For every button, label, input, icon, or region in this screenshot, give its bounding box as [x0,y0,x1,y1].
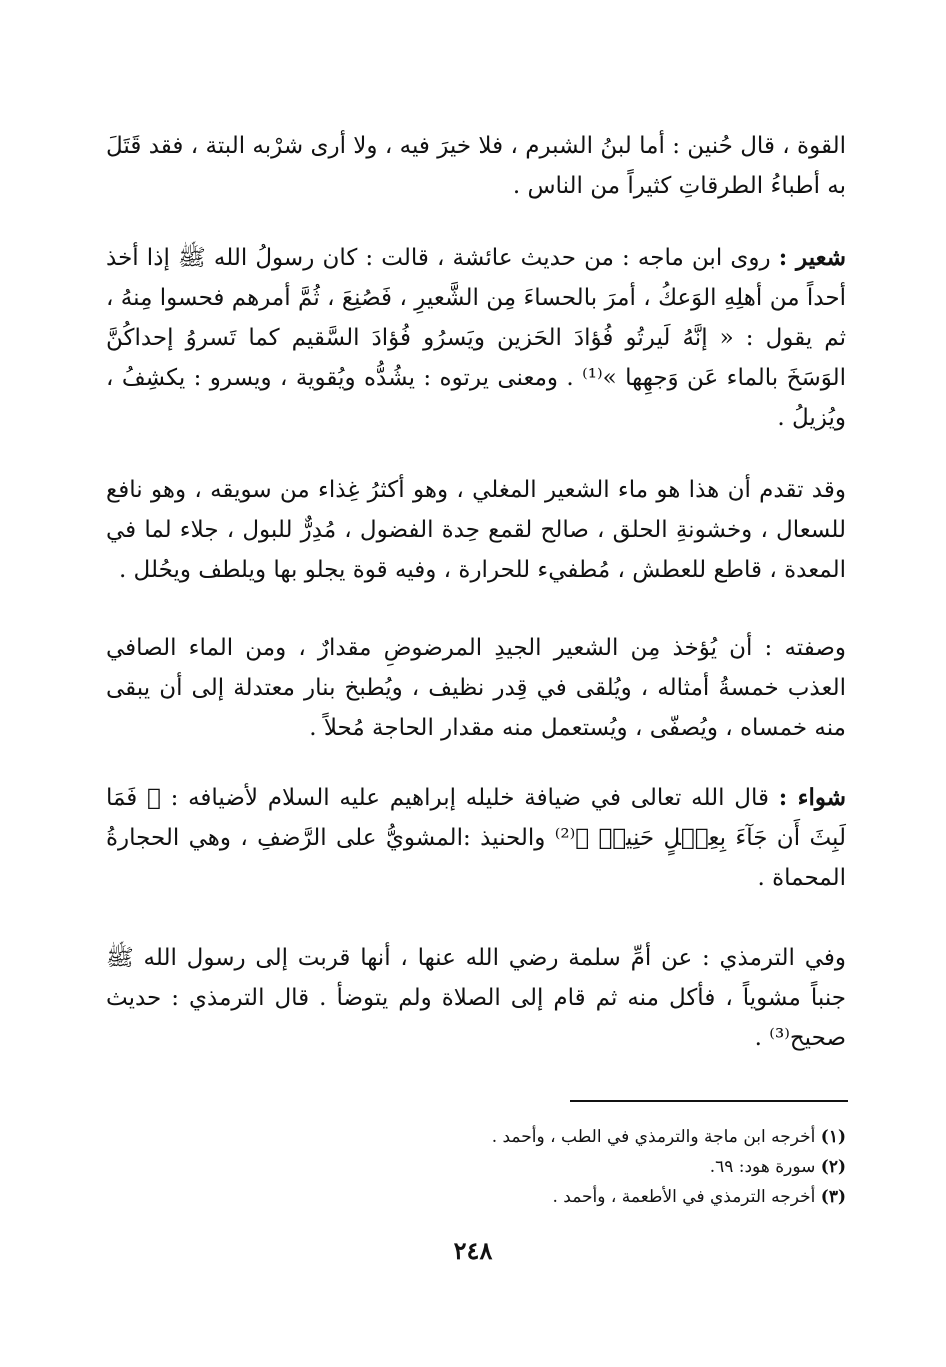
footnotes [106,1122,846,1212]
footnote-divider [570,1100,848,1102]
paragraph-text: وقد تقدم أن هذا هو ماء الشعير المغلي ، وهو أكثرُ غِذاء من سويقه ، وهو نافع للسعال ، وخشونةِ الحلق ، صالح لقمع حِدة الفضول ، مُدِرٌّ للبول ، جلاء لما في المعدة ، قاطع للعطش ، مُطفيء للحرارة ، وفيه قوة يجلو بها ويلطف ويحُلل . [106,477,846,583]
paragraph-shiwaa [106,778,846,898]
paragraph-text: وفي الترمذي : عن أمِّ سلمة رضي الله عنها ، أنها قربت إلى رسول الله ﷺ جنباً مشوياً ، فأكل منه ثم قام إلى الصلاة ولم يتوضأ . قال الترمذي : حديث صحيح⁽³⁾ . [106,945,846,1051]
page-number: ٢٤٨ [453,1236,493,1265]
paragraph-text: وصفته : أن يُؤخذ مِن الشعير الجيدِ المرضوضِ مقدارٌ ، ومن الماء الصافي العذب خمسةُ أمثاله ، ويُلقى في قِدر نظيف ، ويُطبخ بنار معتدلة إلى أن يبقى منه خمساه ، ويُصفّى ، ويُستعمل منه مقدار الحاجة مُحلاً . [106,635,846,741]
paragraph-tirmidhi [106,938,846,1058]
entry-heading-shaeer: شعير : [778,244,846,271]
paragraph-text: القوة ، قال حُنين : أما لبنُ الشبرم ، فلا خيرَ فيه ، ولا أرى شرْبه البتة ، فقد قَتَلَ به أطباءُ الطرقاتِ كثيراً من الناس . [106,133,846,199]
paragraph-maa-shaeer [106,470,846,590]
entry-heading-shiwaa: شواء : [778,784,846,811]
paragraph-sifa [106,628,846,748]
paragraph-shaeer [106,238,846,438]
footnote-2: (٢) سورة هود: ٦٩. [709,1157,846,1177]
paragraph-text: روى ابن ماجه : من حديث عائشة ، قالت : كان رسولُ الله ﷺ إذا أخذ أحداً من أهلِهِ الوَعكُ ، أمرَ بالحساءَ مِن الشَّعيرِ ، فَصُنِعَ ، ثُمَّ أمرهم فحسوا مِنهُ ، ثم يقول : « إنَّهُ لَيرتُو فُؤادَ الحَزين ويَسرُو فُؤادَ السَّقيم كما تَسروُ إحداكُنَّ الوَسَخَ بالماء عَن وَجهِها »⁽¹⁾ . ومعنى يرتوه : يشُدُّه ويُقوية ، ويسرو : يكشِفُ ، ويُزيلُ . [106,245,847,431]
footnote-3: (٣) أخرجه الترمذي في الأطعمة ، وأحمد . [552,1187,846,1207]
paragraph-qowwa [106,126,846,206]
footnote-1: (١) أخرجه ابن ماجة والترمذي في الطب ، وأحمد . [491,1127,846,1147]
paragraph-text: قال الله تعالى في ضيافة خليله إبراهيم عليه السلام لأضيافه : ﴿ فَمَا لَبِثَ أَن جَآءَ بِعِجۡلٍ حَنِيذٖ ﴾⁽²⁾ والحنيذ :المشويُّ على الرَّضفِ ، وهي الحجارةُ المحماة . [106,785,846,891]
